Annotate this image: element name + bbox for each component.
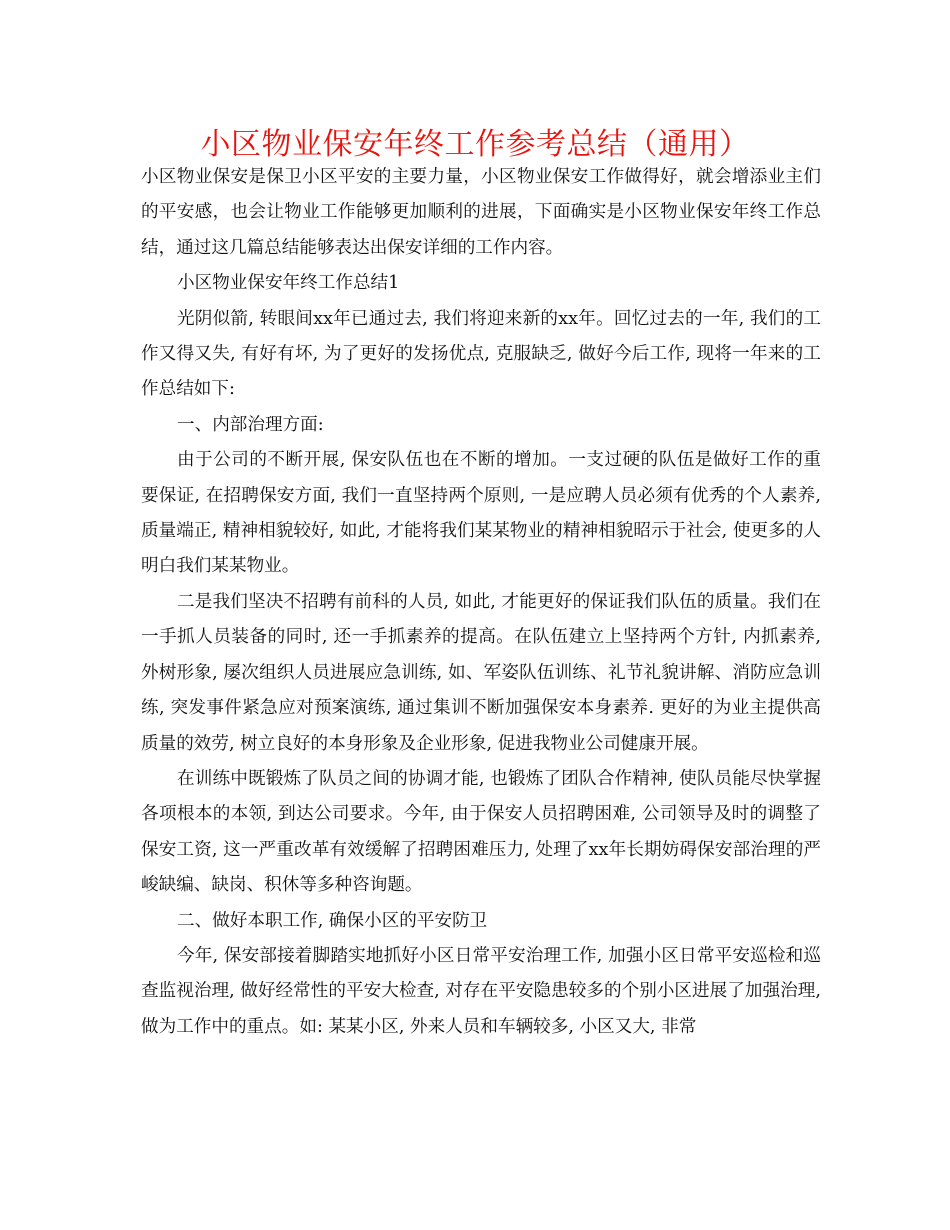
document-title: 小区物业保安年终工作参考总结（通用）	[200, 127, 750, 162]
body-paragraph: 今年, 保安部接着脚踏实地抓好小区日常平安治理工作, 加强小区日常平安巡检和巡查监视治理, 做好经常性的平安大检查, 对存在平安隐患较多的个别小区进展了加强治理, 做为工作中的重点。如: 某某小区, 外来人员和车辆较多, 小区又大, 非常	[141, 945, 821, 1037]
subsection-heading: 一、内部治理方面:	[177, 414, 324, 435]
intro-paragraph: 小区物业保安是保卫小区平安的主要力量，小区物业保安工作做得好，就会增添业主们的平安感，也会让物业工作能够更加顺利的进展，下面确实是小区物业保安年终工作总结，通过这几篇总结能够表达出保安详细的工作内容。	[141, 167, 821, 258]
document-body	[141, 160, 821, 1045]
body-paragraph: 二是我们坚决不招聘有前科的人员, 如此, 才能更好的保证我们队伍的质量。我们在一手抓人员装备的同时, 还一手抓素养的提高。在队伍建立上坚持两个方针, 内抓素养, 外树形象, 屡次组织人员进展应急训练, 如、军姿队伍训练、礼节礼貌讲解、消防应急训练, 突发事件紧急应对预案演练, 通过集训不断加强保安本身素养. 更好的为业主提供高质量的效劳, 树立良好的本身形象及企业形象, 促进我物业公司健康开展。	[141, 591, 821, 754]
section-heading: 小区物业保安年终工作总结1	[177, 273, 400, 294]
body-paragraph: 在训练中既锻炼了队员之间的协调才能, 也锻炼了团队合作精神, 使队员能尽快掌握各项根本的本领, 到达公司要求。今年, 由于保安人员招聘困难, 公司领导及时的调整了保安工资, 这一严重改革有效缓解了招聘困难压力, 处理了xx年长期妨碍保安部治理的严峻缺编、缺岗、积休等多种咨询题。	[141, 768, 821, 896]
body-paragraph: 光阴似箭, 转眼间xx年已通过去, 我们将迎来新的xx年。回忆过去的一年, 我们的工作又得又失, 有好有坏, 为了更好的发扬优点, 克服缺乏, 做好今后工作, 现将一年来的工作总结如下:	[141, 308, 821, 400]
body-paragraph: 由于公司的不断开展, 保安队伍也在不断的增加。一支过硬的队伍是做好工作的重要保证, 在招聘保安方面, 我们一直坚持两个原则, 一是应聘人员必须有优秀的个人素养, 质量端正, 精神相貌较好, 如此, 才能将我们某某物业的精神相貌昭示于社会, 使更多的人明白我们某某物业。	[141, 450, 821, 577]
subsection-heading: 二、做好本职工作, 确保小区的平安防卫	[177, 910, 488, 931]
